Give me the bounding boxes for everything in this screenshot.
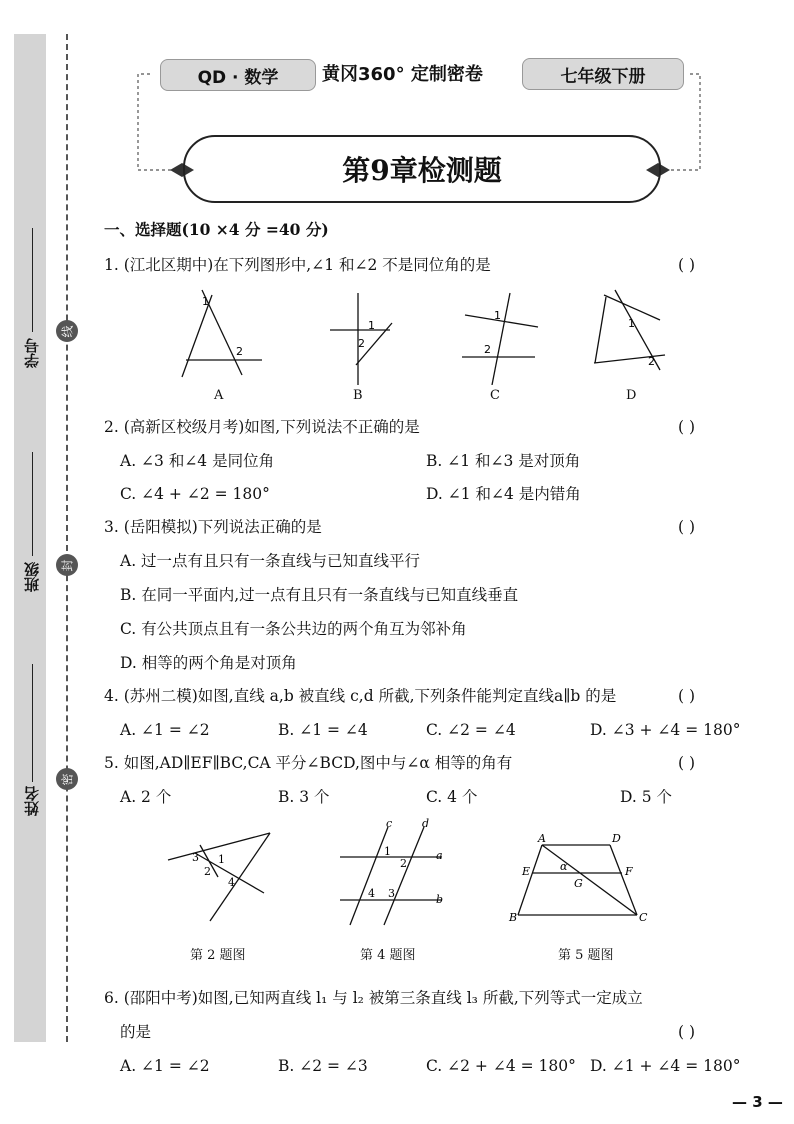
q1-stem: 1. (江北区期中)在下列图形中,∠1 和∠2 不是同位角的是 — [104, 256, 491, 274]
q6-option-d: D. ∠1 + ∠4 = 180° — [590, 1057, 741, 1075]
fig5-mark-A: A — [538, 832, 546, 845]
fig5-mark-alpha: α — [560, 860, 568, 873]
section-title: 一、选择题(10 ×4 分 =40 分) — [104, 220, 329, 239]
q3-option-c: C. 有公共顶点且有一条公共边的两个角互为邻补角 — [120, 620, 467, 638]
q4-option-c: C. ∠2 = ∠4 — [426, 721, 516, 739]
q4-answer-paren: ( ) — [678, 687, 696, 705]
seal-mark-feng: 封 — [56, 554, 78, 576]
fig2-mark-4: 4 — [228, 876, 235, 889]
fig5-mark-F: F — [625, 865, 633, 878]
fig5-mark-G: G — [574, 877, 583, 890]
figures-row — [160, 815, 680, 935]
page-number: — 3 — — [732, 1093, 783, 1111]
fig5-mark-B: B — [509, 911, 518, 924]
label-xuehao: 学号 — [23, 338, 41, 368]
fig5-caption: 第 5 题图 — [558, 948, 614, 963]
q3-option-d: D. 相等的两个角是对顶角 — [120, 654, 297, 672]
q1a-mark-2: 2 — [236, 345, 243, 358]
q3-answer-paren: ( ) — [678, 518, 696, 536]
label-xingming: 姓名 — [23, 786, 41, 816]
q1c-mark-2: 2 — [484, 343, 491, 356]
fig4-mark-c: c — [386, 817, 393, 830]
q1a-mark-1: 1 — [202, 295, 209, 308]
fig4-mark-3: 3 — [388, 887, 395, 900]
q1-label-d: D — [626, 388, 637, 403]
q2-option-c: C. ∠4 + ∠2 = 180° — [120, 485, 270, 503]
seal-mark-mi: 密 — [56, 768, 78, 790]
fig2-mark-3: 3 — [192, 851, 199, 864]
q1c-mark-1: 1 — [494, 309, 501, 322]
q1d-mark-1: 1 — [628, 317, 635, 330]
q1-label-a: A — [214, 388, 224, 403]
fig4-caption: 第 4 题图 — [360, 948, 416, 963]
label-banji: 班级 — [23, 562, 41, 592]
q2-option-a: A. ∠3 和∠4 是同位角 — [120, 452, 275, 470]
q5-answer-paren: ( ) — [678, 754, 696, 772]
q3-stem: 3. (岳阳模拟)下列说法正确的是 — [104, 518, 322, 536]
blank-xingming — [32, 664, 33, 782]
fig4-mark-b: b — [436, 893, 444, 906]
q5-option-d: D. 5 个 — [620, 788, 673, 806]
fig5-mark-C: C — [639, 911, 648, 924]
fig2-mark-1: 1 — [218, 853, 225, 866]
q6-answer-paren: ( ) — [678, 1023, 696, 1041]
q6-stem-line1: 6. (邵阳中考)如图,已知两直线 l₁ 与 l₂ 被第三条直线 l₃ 所截,下列等式一定成立 — [104, 989, 643, 1007]
q5-stem: 5. 如图,AD∥EF∥BC,CA 平分∠BCD,图中与∠α 相等的角有 — [104, 754, 513, 772]
q4-option-a: A. ∠1 = ∠2 — [120, 721, 210, 739]
q4-stem: 4. (苏州二模)如图,直线 a,b 被直线 c,d 所截,下列条件能判定直线a∥b 的是 — [104, 687, 617, 705]
q1-label-c: C — [490, 388, 500, 403]
q4-option-b: B. ∠1 = ∠4 — [278, 721, 368, 739]
fig4-mark-1: 1 — [384, 845, 391, 858]
q1-answer-paren: ( ) — [678, 256, 696, 274]
q3-option-b: B. 在同一平面内,过一点有且只有一条直线与已知直线垂直 — [120, 586, 519, 604]
q1b-mark-1: 1 — [368, 319, 375, 332]
q5-option-c: C. 4 个 — [426, 788, 478, 806]
q2-option-d: D. ∠1 和∠4 是内错角 — [426, 485, 581, 503]
q2-option-b: B. ∠1 和∠3 是对顶角 — [426, 452, 581, 470]
q6-option-b: B. ∠2 = ∠3 — [278, 1057, 368, 1075]
q6-stem-line2: 的是 — [120, 1023, 152, 1041]
q4-option-d: D. ∠3 + ∠4 = 180° — [590, 721, 741, 739]
q1-label-b: B — [353, 388, 363, 403]
q6-option-c: C. ∠2 + ∠4 = 180° — [426, 1057, 576, 1075]
q3-option-a: A. 过一点有且只有一条直线与已知直线平行 — [120, 552, 421, 570]
seal-mark-xian: 线 — [56, 320, 78, 342]
chapter-title: 第9章检测题 — [183, 135, 661, 203]
fig5-mark-E: E — [522, 865, 531, 878]
blank-banji — [32, 452, 33, 556]
q1b-mark-2: 2 — [358, 337, 365, 350]
brand-text: 黄冈360° 定制密卷 — [322, 64, 483, 85]
fig2-mark-2: 2 — [204, 865, 211, 878]
fig4-mark-4: 4 — [368, 887, 375, 900]
q1-figures — [170, 285, 750, 385]
q2-stem: 2. (高新区校级月考)如图,下列说法不正确的是 — [104, 418, 420, 436]
q1d-mark-2: 2 — [648, 355, 655, 368]
blank-xuehao — [32, 228, 33, 332]
subject-tag: QD · 数学 — [160, 59, 316, 91]
fig4-mark-a: a — [436, 849, 443, 862]
fig4-mark-d: d — [422, 817, 430, 830]
q2-answer-paren: ( ) — [678, 418, 696, 436]
grade-tag: 七年级下册 — [522, 58, 684, 90]
q5-option-a: A. 2 个 — [120, 788, 172, 806]
fig2-caption: 第 2 题图 — [190, 948, 246, 963]
fig5-mark-D: D — [612, 832, 621, 845]
fig4-mark-2: 2 — [400, 857, 407, 870]
q6-option-a: A. ∠1 = ∠2 — [120, 1057, 210, 1075]
q5-option-b: B. 3 个 — [278, 788, 330, 806]
